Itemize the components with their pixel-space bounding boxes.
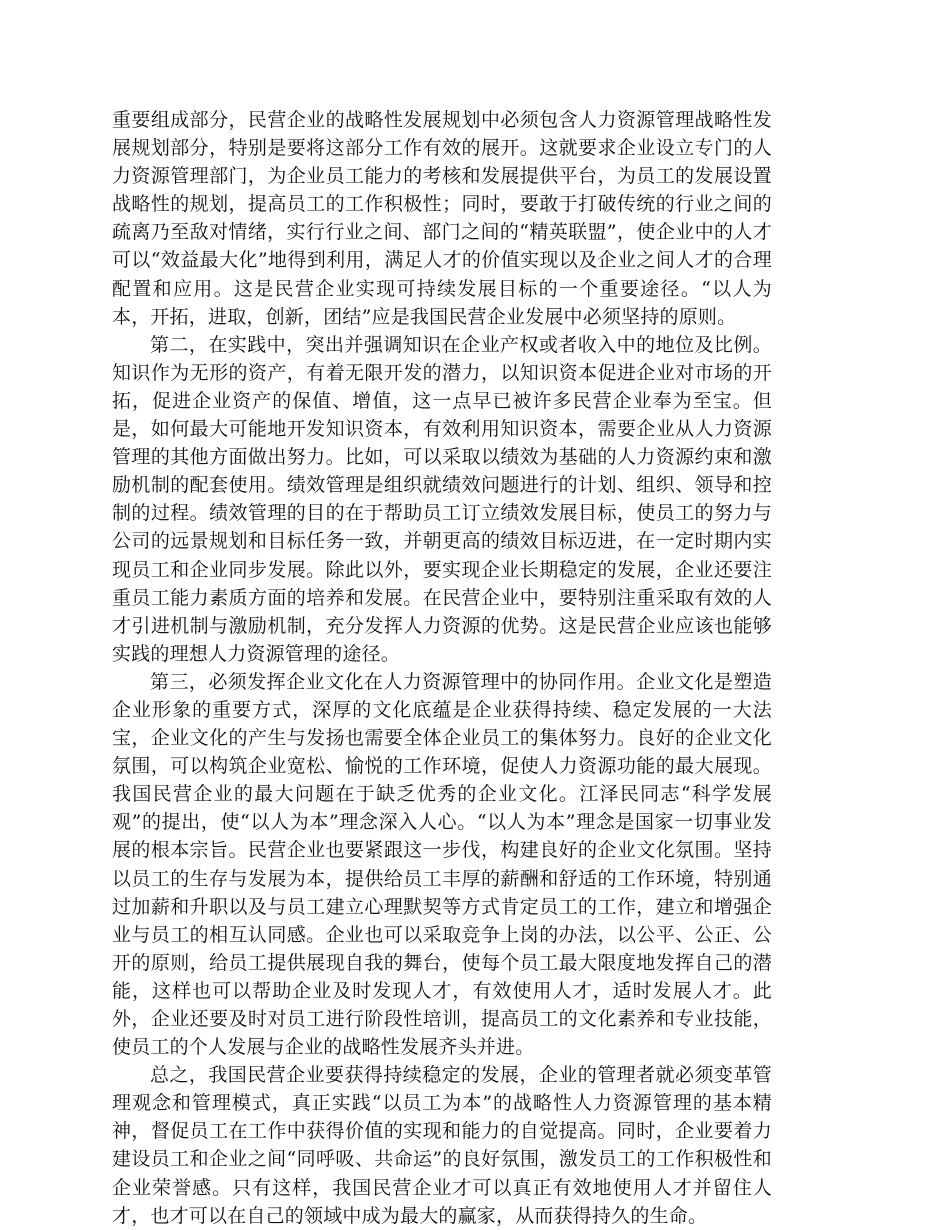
paragraph-second-point: 第二，在实践中，突出并强调知识在企业产权或者收入中的地位及比例。知识作为无形的资产，有着无限开发的潜力，以知识资本促进企业对市场的开拓，促进企业资产的保值、增值，这一点早已被许多民营企业奉为至宝。但是，如何最大可能地开发知识资本，有效利用知识资本，需要企业从人力资源管理的其他方面做出努力。比如，可以采取以绩效为基础的人力资源约束和激励机制的配套使用。绩效管理是组织就绩效问题进行的计划、组织、领导和控制的过程。绩效管理的目的在于帮助员工订立绩效发展目标，使员工的努力与公司的远景规划和目标任务一致，并朝更高的绩效目标迈进，在一定时期内实现员工和企业同步发展。除此以外，要实现企业长期稳定的发展，企业还要注重员工能力素质方面的培养和发展。在民营企业中，要特别注重采取有效的人才引进机制与激励机制，充分发挥人力资源的优势。这是民营企业应该也能够实践的理想人力资源管理的途径。 <box>112 333 772 665</box>
paragraph-continuation: 重要组成部分，民营企业的战略性发展规划中必须包含人力资源管理战略性发展规划部分，特别是要将这部分工作有效的展开。这就要求企业设立专门的人力资源管理部门，为企业员工能力的考核和发展提供平台，为员工的发展设置战略性的规划，提高员工的工作积极性；同时，要敢于打破传统的行业之间的疏离乃至敌对情绪，实行行业之间、部门之间的“精英联盟”，使企业中的人才可以“效益最大化”地得到利用，满足人才的价值实现以及企业之间人才的合理配置和应用。这是民营企业实现可持续发展目标的一个重要途径。“以人为本，开拓，进取，创新，团结”应是我国民营企业发展中必须坚持的原则。 <box>112 109 772 328</box>
paragraph-conclusion: 总之，我国民营企业要获得持续稳定的发展，企业的管理者就必须变革管理观念和管理模式，真正实践“以员工为本”的战略性人力资源管理的基本精神，督促员工在工作中获得价值的实现和能力的自觉提高。同时，企业要着力建设员工和企业之间“同呼吸、共命运”的良好氛围，激发员工的工作积极性和企业荣誉感。只有这样，我国民营企业才可以真正有效地使用人才并留住人才，也才可以在自己的领域中成为最大的赢家，从而获得持久的生命。 <box>112 1064 772 1227</box>
document-body <box>112 106 772 1230</box>
paragraph-third-point: 第三，必须发挥企业文化在人力资源管理中的协同作用。企业文化是塑造企业形象的重要方式，深厚的文化底蕴是企业获得持续、稳定发展的一大法宝，企业文化的产生与发扬也需要全体企业员工的集体努力。良好的企业文化氛围，可以构筑企业宽松、愉悦的工作环境，促使人力资源功能的最大展现。我国民营企业的最大问题在于缺乏优秀的企业文化。江泽民同志“科学发展观”的提出，使“以人为本”理念深入人心。“以人为本”理念是国家一切事业发展的根本宗旨。民营企业也要紧跟这一步伐，构建良好的企业文化氛围。坚持以员工的生存与发展为本，提供给员工丰厚的薪酬和舒适的工作环境，特别通过加薪和升职以及与员工建立心理默契等方式肯定员工的工作，建立和增强企业与员工的相互认同感。企业也可以采取竞争上岗的办法，以公平、公正、公开的原则，给员工提供展现自我的舞台，使每个员工最大限度地发挥自己的潜能，这样也可以帮助企业及时发现人才，有效使用人才，适时发展人才。此外，企业还要及时对员工进行阶段性培训，提高员工的文化素养和专业技能，使员工的个人发展与企业的战略性发展齐头并进。 <box>112 670 772 1059</box>
